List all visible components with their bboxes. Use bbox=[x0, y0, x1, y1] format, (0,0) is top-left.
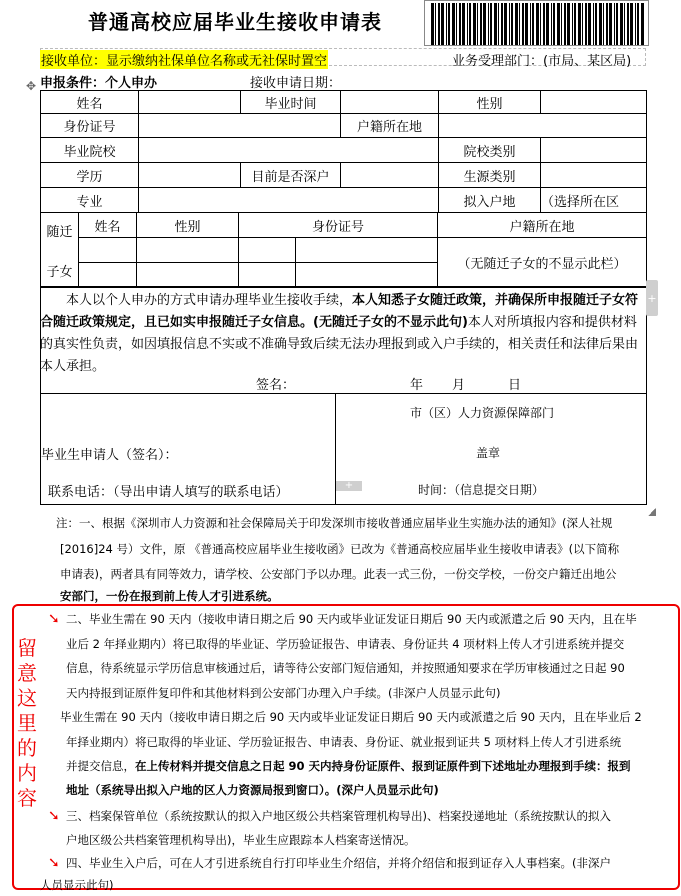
applicant-signature: 毕业生申请人（签名）： bbox=[41, 448, 178, 463]
note-3-line-2: 户地区级公共档案管理机构导出)，毕业生应跟踪本人档案寄送情况。 bbox=[66, 833, 416, 847]
arrow-icon: ➘ bbox=[48, 611, 60, 627]
note-2-line-3: 信息，待系统显示学历信息审核通过后，请等待公安部门短信通知，并按照通知要求在学历审核通过之日起 90 bbox=[66, 661, 625, 675]
expand-column-handle[interactable]: + bbox=[646, 280, 658, 316]
note-1-line-2: [2016]24 号）文件，原 《普通高校应届毕业生接收函》已改为《普通高校应届毕业生接收申请表》(以下简称 bbox=[60, 542, 620, 556]
note-1-line-4: 安部门，一份在报到前上传人才引进系统。 bbox=[60, 589, 279, 603]
label-children-1: 随迁 bbox=[46, 224, 73, 240]
label-children-2: 子女 bbox=[46, 264, 73, 280]
label-in-shenzhen: 目前是否深户 bbox=[251, 169, 330, 185]
receiver-unit: 接收单位：显示缴纳社保单位名称或无社保时置空 bbox=[40, 50, 328, 69]
bureau-name: 市（区）人力资源保障部门 bbox=[410, 406, 555, 420]
note-4-line-1: 四、毕业生入户后，可在人才引进系统自行打印毕业生介绍信，并将介绍信和报到证存入人事档案。(非深户 bbox=[66, 856, 611, 870]
label-major: 专业 bbox=[76, 194, 103, 210]
label-child-gender: 性别 bbox=[174, 219, 201, 235]
submit-time: 时间：（信息提交日期） bbox=[418, 483, 545, 497]
label-school-type: 院校类别 bbox=[463, 144, 516, 160]
department: 业务受理部门：(市局、某区局) bbox=[452, 54, 632, 69]
label-student-origin: 生源类别 bbox=[463, 169, 516, 185]
label-gender: 性别 bbox=[476, 96, 503, 112]
label-name: 姓名 bbox=[76, 96, 103, 112]
note-4-line-2: 人员显示此句) bbox=[40, 878, 114, 892]
move-handle-icon[interactable]: ✥ bbox=[26, 79, 37, 93]
date-month: 月 bbox=[452, 378, 466, 393]
note-2b-line-3: 并提交信息，在上传材料并提交信息之日起 90 天内持身份证原件、报到证原件到下述地址办理报到手续：报到 bbox=[66, 759, 631, 773]
form-title: 普通高校应届毕业生接收申请表 bbox=[88, 10, 382, 34]
apply-date-label: 接收申请日期： bbox=[250, 76, 342, 91]
declaration-text: 本人以个人申办的方式申请办理毕业生接收手续，本人知悉子女随迁政策，并确保所申报随迁子女符合随迁政策规定，且已如实申报随迁子女信息。(无随迁子女的不显示此句)本人对所填报内容和提供材料的真实性负责，如因填报信息不实或不准确导致后续无法办理报到或入户手续的，相关责任和法律后果由本人承担。 bbox=[40, 293, 639, 374]
note-2b-line-2: 年择业期内）将已取得的毕业证、学历验证报告、申请表、身份证、就业报到证共 5 项材料上传人才引进系统 bbox=[66, 735, 622, 749]
apply-condition: 申报条件：个人申办 bbox=[40, 76, 158, 91]
resize-grip[interactable] bbox=[648, 508, 656, 516]
seal-label: 盖章 bbox=[476, 446, 501, 460]
label-child-id: 身份证号 bbox=[311, 219, 364, 235]
children-hint: （无随迁子女的不显示此栏） bbox=[457, 257, 627, 272]
label-target: 拟入户地 bbox=[463, 194, 516, 210]
label-hukou: 户籍所在地 bbox=[356, 120, 422, 135]
date-year: 年 bbox=[410, 378, 424, 393]
target-district-select[interactable]: （选择所在区 bbox=[541, 194, 620, 210]
note-3-line-1: 三、档案保管单位（系统按默认的拟入户地区级公共档案管理机构导出)、档案投递地址（系统按默认的拟入 bbox=[66, 809, 611, 823]
note-1-line-3: 申请表)，两者具有同等效力，请学校、公安部门予以办理。此表一式三份，一份交学校，一份交户籍迁出地公 bbox=[60, 567, 617, 581]
note-2-line-2: 业后 2 年择业期内）将已取得的毕业证、学历验证报告、申请表、身份证共 4 项材料上传人才引进系统并提交 bbox=[66, 637, 625, 651]
note-2-line-1: 二、毕业生需在 90 天内（接收申请日期之后 90 天内或毕业证发证日期后 90 天内或派遣之后 90 天内，且在毕 bbox=[66, 612, 637, 626]
label-child-hukou: 户籍所在地 bbox=[509, 219, 575, 235]
applicant-phone: 联系电话：（导出申请人填写的联系电话） bbox=[48, 485, 289, 500]
label-id-no: 身份证号 bbox=[63, 120, 116, 135]
label-grad-time: 毕业时间 bbox=[264, 96, 317, 112]
note-2b-line-4: 地址（系统导出拟入户地的区人力资源局报到窗口）。(深户人员显示此句) bbox=[66, 783, 439, 797]
note-2b-line-1: 毕业生需在 90 天内（接收申请日期之后 90 天内或毕业证发证日期后 90 天内或派遣之后 90 天内，且在毕业后 2 bbox=[60, 710, 642, 724]
label-education: 学历 bbox=[76, 169, 103, 185]
arrow-icon: ➘ bbox=[48, 855, 60, 871]
label-school: 毕业院校 bbox=[63, 144, 116, 160]
date-day: 日 bbox=[508, 378, 522, 393]
label-child-name: 姓名 bbox=[94, 219, 121, 235]
note-2-line-4: 天内持报到证原件复印件和其他材料到公安部门办理入户手续。(非深户人员显示此句) bbox=[66, 686, 501, 700]
attention-label: 留意这里的内容 bbox=[17, 636, 37, 810]
expand-row-handle[interactable]: + bbox=[336, 481, 362, 491]
signature-label: 签名： bbox=[256, 378, 296, 393]
arrow-icon: ➘ bbox=[48, 808, 60, 824]
note-1-line-1: 注：一、根据《深圳市人力资源和社会保障局关于印发深圳市接收普通应届毕业生实施办法的通知》(深人社规 bbox=[56, 516, 613, 530]
